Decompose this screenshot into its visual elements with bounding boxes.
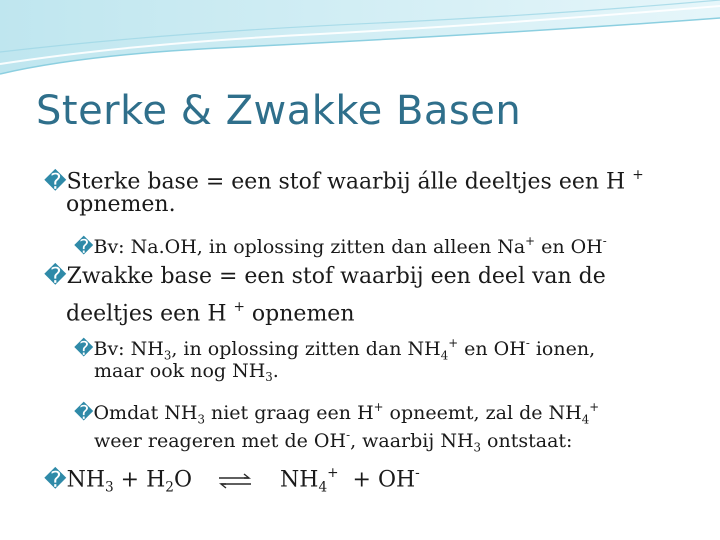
subscript: 3 bbox=[197, 412, 205, 427]
bullet-glyph: � bbox=[44, 467, 67, 493]
equation-term: NH bbox=[280, 467, 319, 493]
superscript: + bbox=[373, 400, 384, 414]
subbullet-nh3-example-line2 bbox=[94, 358, 279, 390]
subscript: 4 bbox=[440, 348, 449, 363]
subscript: 4 bbox=[581, 412, 590, 427]
subscript: 2 bbox=[165, 479, 174, 496]
equilibrium-equation bbox=[44, 458, 420, 502]
header-wave-decoration bbox=[0, 0, 720, 80]
superscript: - bbox=[525, 336, 530, 350]
equation-term: NH bbox=[66, 467, 105, 493]
bullet-text: maar ook nog NH bbox=[94, 360, 266, 382]
subbullet-reaction-explanation-line2 bbox=[94, 422, 572, 460]
bullet-text: ontstaat: bbox=[481, 430, 573, 453]
bullet-text: Omdat NH bbox=[93, 402, 198, 425]
bullet-weak-base bbox=[44, 262, 606, 292]
bullet-text: en OH bbox=[458, 338, 526, 361]
bullet-text: opnemen. bbox=[66, 192, 176, 217]
bullet-strong-base-line2 bbox=[66, 190, 176, 220]
superscript: + bbox=[525, 234, 536, 248]
superscript: + bbox=[327, 465, 339, 481]
bullet-text: , in oplossing zitten dan NH bbox=[171, 338, 441, 361]
superscript: + bbox=[632, 167, 644, 183]
subscript: 4 bbox=[318, 479, 328, 496]
subbullet-naoh-example bbox=[74, 228, 607, 260]
bullet-weak-base-line2 bbox=[66, 292, 355, 330]
equation-term: + H bbox=[113, 467, 166, 493]
bullet-text: , waarbij NH bbox=[350, 430, 474, 453]
bullet-glyph: � bbox=[74, 236, 94, 259]
bullet-glyph: � bbox=[74, 402, 94, 425]
bullet-text: Zwakke base = een stof waarbij een deel van de bbox=[66, 264, 606, 289]
superscript: + bbox=[448, 336, 459, 350]
bullet-text: Bv: NH bbox=[93, 338, 164, 361]
subscript: 3 bbox=[105, 479, 114, 496]
superscript: - bbox=[346, 428, 351, 442]
superscript: + bbox=[589, 400, 600, 414]
bullet-glyph: � bbox=[44, 264, 67, 289]
bullet-text: Sterke base = een stof waarbij álle deeltjes een H bbox=[66, 169, 633, 195]
bullet-text: en OH bbox=[535, 236, 603, 259]
subscript: 3 bbox=[473, 440, 482, 455]
bullet-text: . bbox=[272, 360, 279, 382]
bullet-text: niet graag een H bbox=[204, 402, 374, 425]
superscript: - bbox=[602, 234, 607, 248]
equation-term: O bbox=[173, 467, 192, 493]
slide-title: Sterke & Zwakke Basen bbox=[36, 88, 522, 134]
bullet-glyph: � bbox=[44, 169, 67, 195]
equilibrium-arrow-icon bbox=[213, 472, 257, 490]
bullet-text: ionen, bbox=[529, 338, 596, 361]
equation-term: + OH bbox=[338, 467, 416, 493]
bullet-text: Bv: Na.OH, in oplossing zitten dan alleen Na bbox=[93, 236, 526, 259]
subscript: 3 bbox=[265, 370, 273, 385]
superscript: - bbox=[415, 465, 420, 481]
bullet-text: opneemt, zal de NH bbox=[383, 402, 582, 425]
bullet-glyph: � bbox=[74, 338, 94, 361]
bullet-text: weer reageren met de OH bbox=[94, 430, 347, 453]
subscript: 3 bbox=[163, 348, 172, 363]
superscript: + bbox=[233, 299, 245, 315]
bullet-text: opnemen bbox=[244, 301, 355, 327]
bullet-text: deeltjes een H bbox=[66, 301, 234, 327]
